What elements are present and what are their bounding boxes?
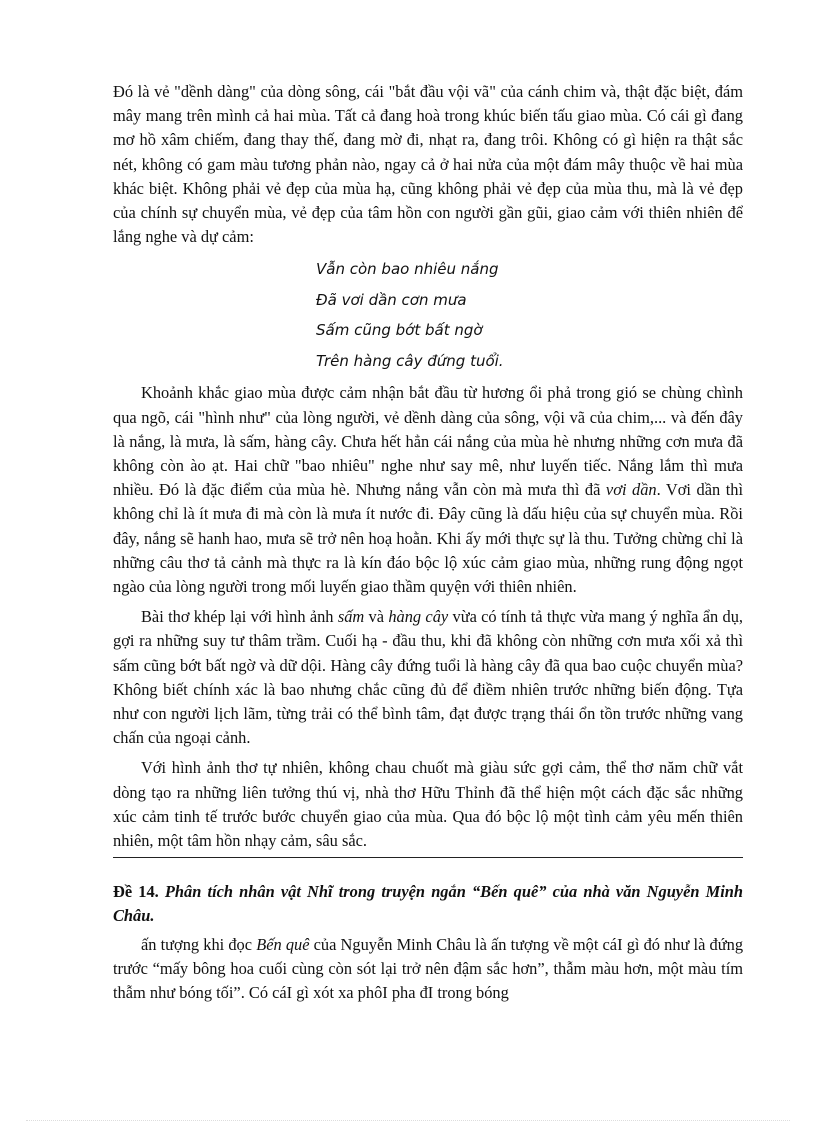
paragraph-3-emphasis-1: sấm: [337, 607, 365, 627]
poem-line: Trên hàng cây đứng tuổi.: [316, 351, 504, 370]
paragraph-2-text-cont: . Vơi dần thì không chỉ là ít mưa đi mà còn là mưa ít nước đi. Đây cũng là dấu hiệu của sự chuyển mùa. Rồi đây, nắng sẽ hanh hao, mưa sẽ trở nên hoạ hoằn. Khi ấy mới thực sự là thu. Tưởng chừng chỉ là những câu thơ tả cảnh mà thực ra là kín đáo bộc lộ xúc cảm giao mùa, những rung động ngọt ngào của lòng người trong mối luyến giao thầm quyện với thiên nhiên.: [113, 480, 743, 597]
paragraph-2-emphasis: vơi dần: [605, 480, 657, 500]
paragraph-5: [113, 933, 743, 1006]
poem-line: Sấm cũng bớt bất ngờ: [316, 321, 483, 340]
paragraph-5-emphasis: Bến quê: [256, 934, 310, 954]
paragraph-5-text: ấn tượng khi đọc: [141, 934, 257, 954]
section-divider: [113, 857, 743, 858]
paragraph-1: Đó là vẻ "dềnh dàng" của dòng sông, cái "bắt đầu vội vã" của cánh chim và, thật đặc biệt, đám mây mang trên mình cả hai mùa. Tất cả đang hoà trong khúc biến tấu giao mùa. Có cái gì đang mơ hồ xâm chiếm, đang thay thế, đang mờ đi, nhạt ra, đang trôi. Không có gì hiện ra thật sắc nét, không có gam màu tương phản nào, ngay cả ở hai nửa của một đám mây thuộc về hai mùa khác biệt. Không phải vẻ đẹp của mùa hạ, cũng không phải vẻ đẹp của mùa thu, mà là vẻ đẹp của chính sự chuyển mùa, vẻ đẹp của tâm hồn con người gần gũi, giao cảm với thiên nhiên để lắng nghe và dự cảm:: [113, 82, 743, 247]
heading-number: Đề 14.: [113, 882, 159, 902]
poem-line: Đã vơi dần cơn mưa: [316, 290, 467, 309]
paragraph-5-text-cont: của Nguyễn Minh Châu là ấn tượng về một cáI gì đó như là đứng trước “mấy bông hoa cuối cùng còn sót lại trở nên đậm sắc hơn”, thẫm màu hơn, một màu tím thẫm như bóng tối”. Có cáI gì xót xa phôI pha đI trong bóng: [113, 934, 744, 1003]
paragraph-3-text-mid: và: [364, 607, 389, 627]
paragraph-3-text-cont: vừa có tính tả thực vừa mang ý nghĩa ẩn dụ, gợi ra những suy tư thâm trầm. Cuối hạ - đầu thu, khi đã không còn những cơn mưa xối xả thì sấm cũng bớt bất ngờ và dữ dội. Hàng cây đứng tuổi là hàng cây đã qua bao cuộc chuyển mùa? Không biết chính xác là bao nhưng chắc cũng đủ để điềm nhiên trước những biến động. Tựa như con người lịch lãm, từng trải có thể bình tâm, đạt được trạng thái ổn tồn trước những vang chấn của ngoại cảnh.: [113, 607, 743, 748]
poem-line: Vẫn còn bao nhiêu nắng: [316, 260, 499, 279]
paragraph-4: Với hình ảnh thơ tự nhiên, không chau chuốt mà giàu sức gợi cảm, thể thơ năm chữ vắt dòng tạo ra những liên tưởng thú vị, nhà thơ Hữu Thỉnh đã thể hiện một cách đặc sắc những xúc cảm tinh tế trước bước chuyển giao của mùa. Qua đó bộc lộ một tình cảm yêu mến thiên nhiên, một tâm hồn nhạy cảm, sâu sắc.: [113, 758, 743, 851]
heading-title: Phân tích nhân vật Nhĩ trong truyện ngắn “Bến quê” của nhà văn Nguyễn Minh Châu.: [113, 882, 743, 926]
paragraph-2: [113, 381, 743, 599]
paragraph-2-text: Khoảnh khắc giao mùa được cảm nhận bắt đầu từ hương ổi phả trong gió se chùng chình qua ngõ, cái "hình như" của lòng người, vẻ dềnh dàng của sông, vội vã của chim,... và đến đây là nắng, là mưa, là sấm, hàng cây. Chưa hết hẳn cái nắng của mùa hè nhưng những cơn mưa đã không còn ào ạt. Hai chữ "bao nhiêu" nghe như say mê, như luyến tiếc. Nắng lắm thì mưa nhiều. Đó là đặc điểm của mùa hè. Nhưng nắng vẫn còn mà mưa thì đã: [113, 383, 743, 500]
page-bottom-border: [26, 1120, 790, 1121]
paragraph-3: [113, 605, 743, 750]
paragraph-3-text: Bài thơ khép lại với hình ảnh: [141, 607, 338, 627]
document-page: [113, 80, 743, 1005]
poem-stanza: [316, 254, 743, 376]
section-heading: [113, 880, 743, 928]
paragraph-3-emphasis-2: hàng cây: [388, 607, 449, 627]
